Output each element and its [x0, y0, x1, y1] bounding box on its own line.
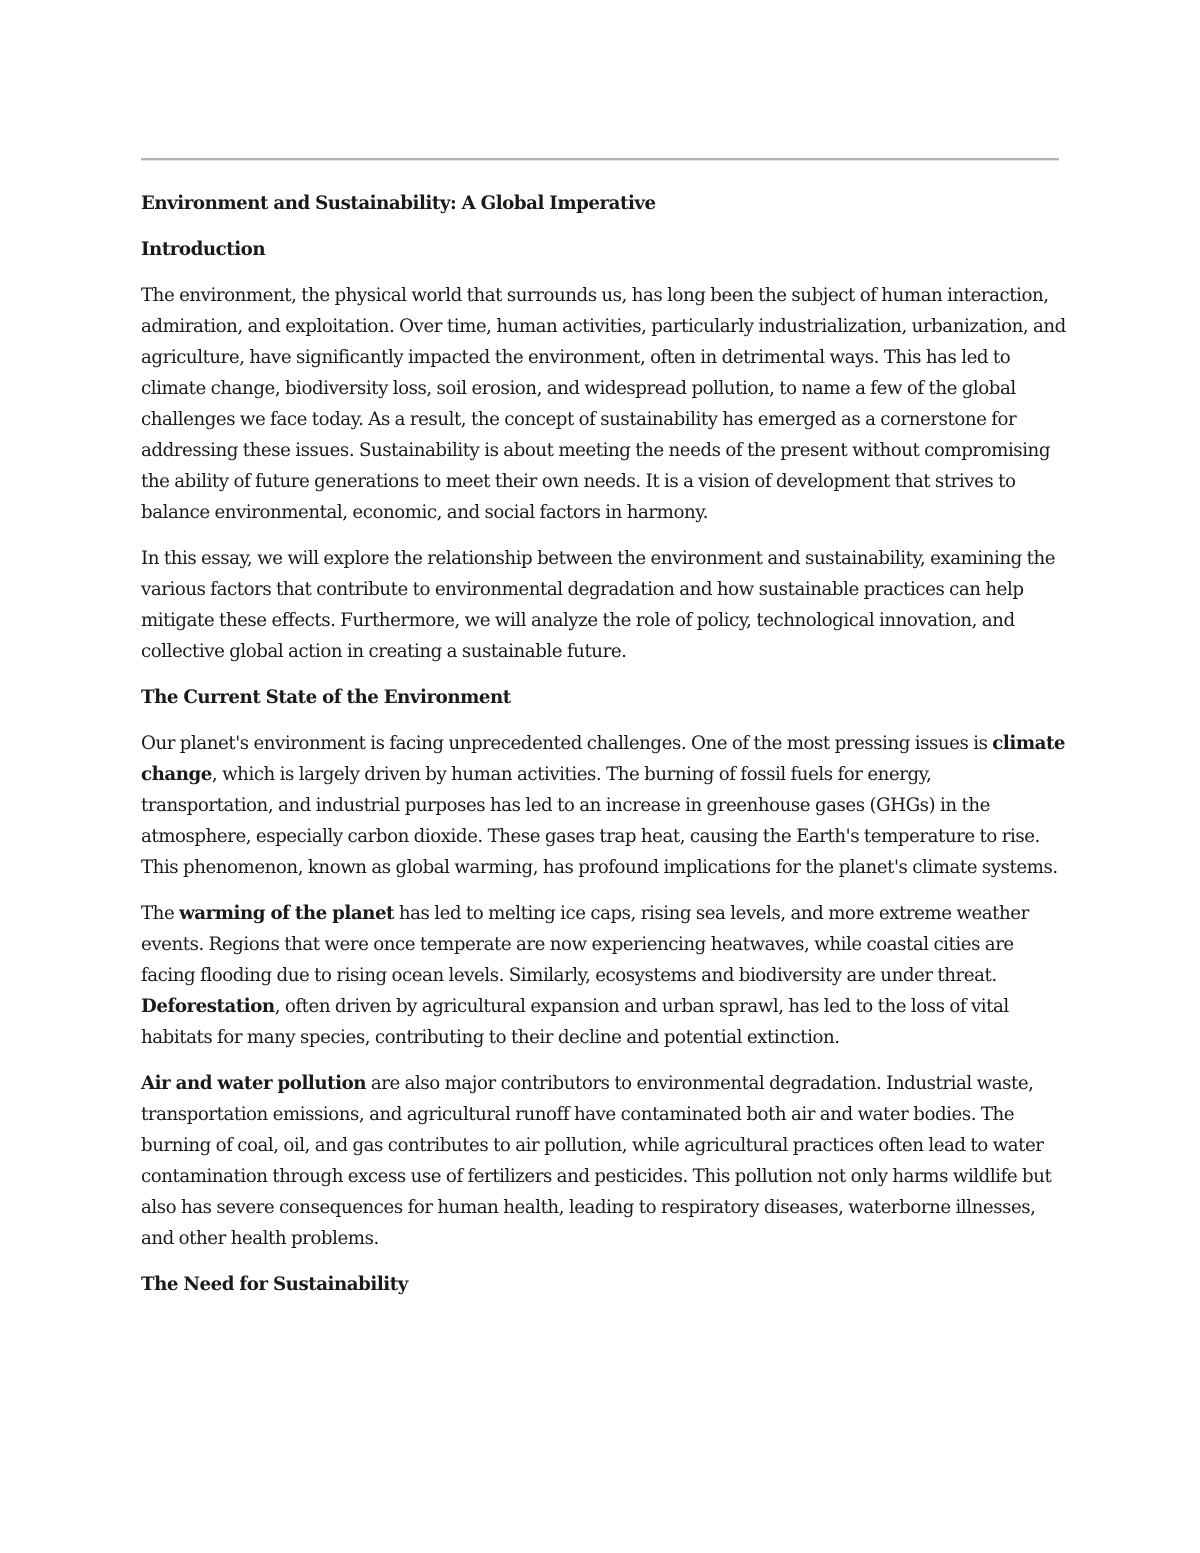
section-heading-current-state: The Current State of the Environment	[141, 687, 511, 708]
section-heading-introduction: Introduction	[141, 239, 266, 260]
text-run: The	[141, 903, 180, 924]
text-run: , often driven by agricultural expansion and urban sprawl, has led to the loss of vital habitats for many species, contributing to their decline and potential extinction.	[141, 996, 1009, 1048]
bold-term: warming of the planet	[179, 903, 395, 924]
text-run: , which is largely driven by human activities. The burning of fossil fuels for energy, transportation, and industrial purposes has led to an increase in greenhouse gases (GHGs) in the atmosphere, especially carbon dioxide. These gases trap heat, causing the Earth's temperature to rise. This phenomenon, known as global warming, has profound implications for the planet's climate systems.	[141, 764, 1058, 878]
text-run: Our planet's environment is facing unprecedented challenges. One of the most pressing issues is	[141, 733, 993, 754]
bold-term: Deforestation	[141, 996, 275, 1017]
document-title: Environment and Sustainability: A Global Imperative	[141, 193, 656, 214]
document-body	[141, 188, 1066, 1315]
paragraph: The environment, the physical world that surrounds us, has long been the subject of human interaction, admiration, and exploitation. Over time, human activities, particularly industrialization, urbanization, and agriculture, have significantly impacted the environment, often in detrimental ways. This has led to climate change, biodiversity loss, soil erosion, and widespread pollution, to name a few of the global challenges we face today. As a result, the concept of sustainability has emerged as a cornerstone for addressing these issues. Sustainability is about meeting the needs of the present without compromising the ability of future generations to meet their own needs. It is a vision of development that strives to balance environmental, economic, and social factors in harmony.	[141, 285, 1066, 523]
paragraph	[141, 1068, 1066, 1254]
bold-term: Air and water pollution	[141, 1073, 367, 1094]
text-run: has led to melting ice caps, rising sea levels, and more extreme weather events. Regions that were once temperate are now experiencing heatwaves, while coastal cities are facing flooding due to rising ocean levels. Similarly, ecosystems and biodiversity are under threat.	[141, 903, 1029, 986]
paragraph: In this essay, we will explore the relationship between the environment and sustainability, examining the various factors that contribute to environmental degradation and how sustainable practices can help mitigate these effects. Furthermore, we will analyze the role of policy, technological innovation, and collective global action in creating a sustainable future.	[141, 548, 1056, 662]
bold-term: climate change	[141, 733, 1066, 785]
horizontal-rule	[141, 158, 1059, 161]
section-heading-need-for-sustainability: The Need for Sustainability	[141, 1274, 408, 1295]
paragraph	[141, 728, 1066, 883]
paragraph	[141, 898, 1066, 1053]
text-run: are also major contributors to environmental degradation. Industrial waste, transportation emissions, and agricultural runoff have contaminated both air and water bodies. The burning of coal, oil, and gas contributes to air pollution, while agricultural practices often lead to water contamination through excess use of fertilizers and pesticides. This pollution not only harms wildlife but also has severe consequences for human health, leading to respiratory diseases, waterborne illnesses, and other health problems.	[141, 1073, 1052, 1249]
